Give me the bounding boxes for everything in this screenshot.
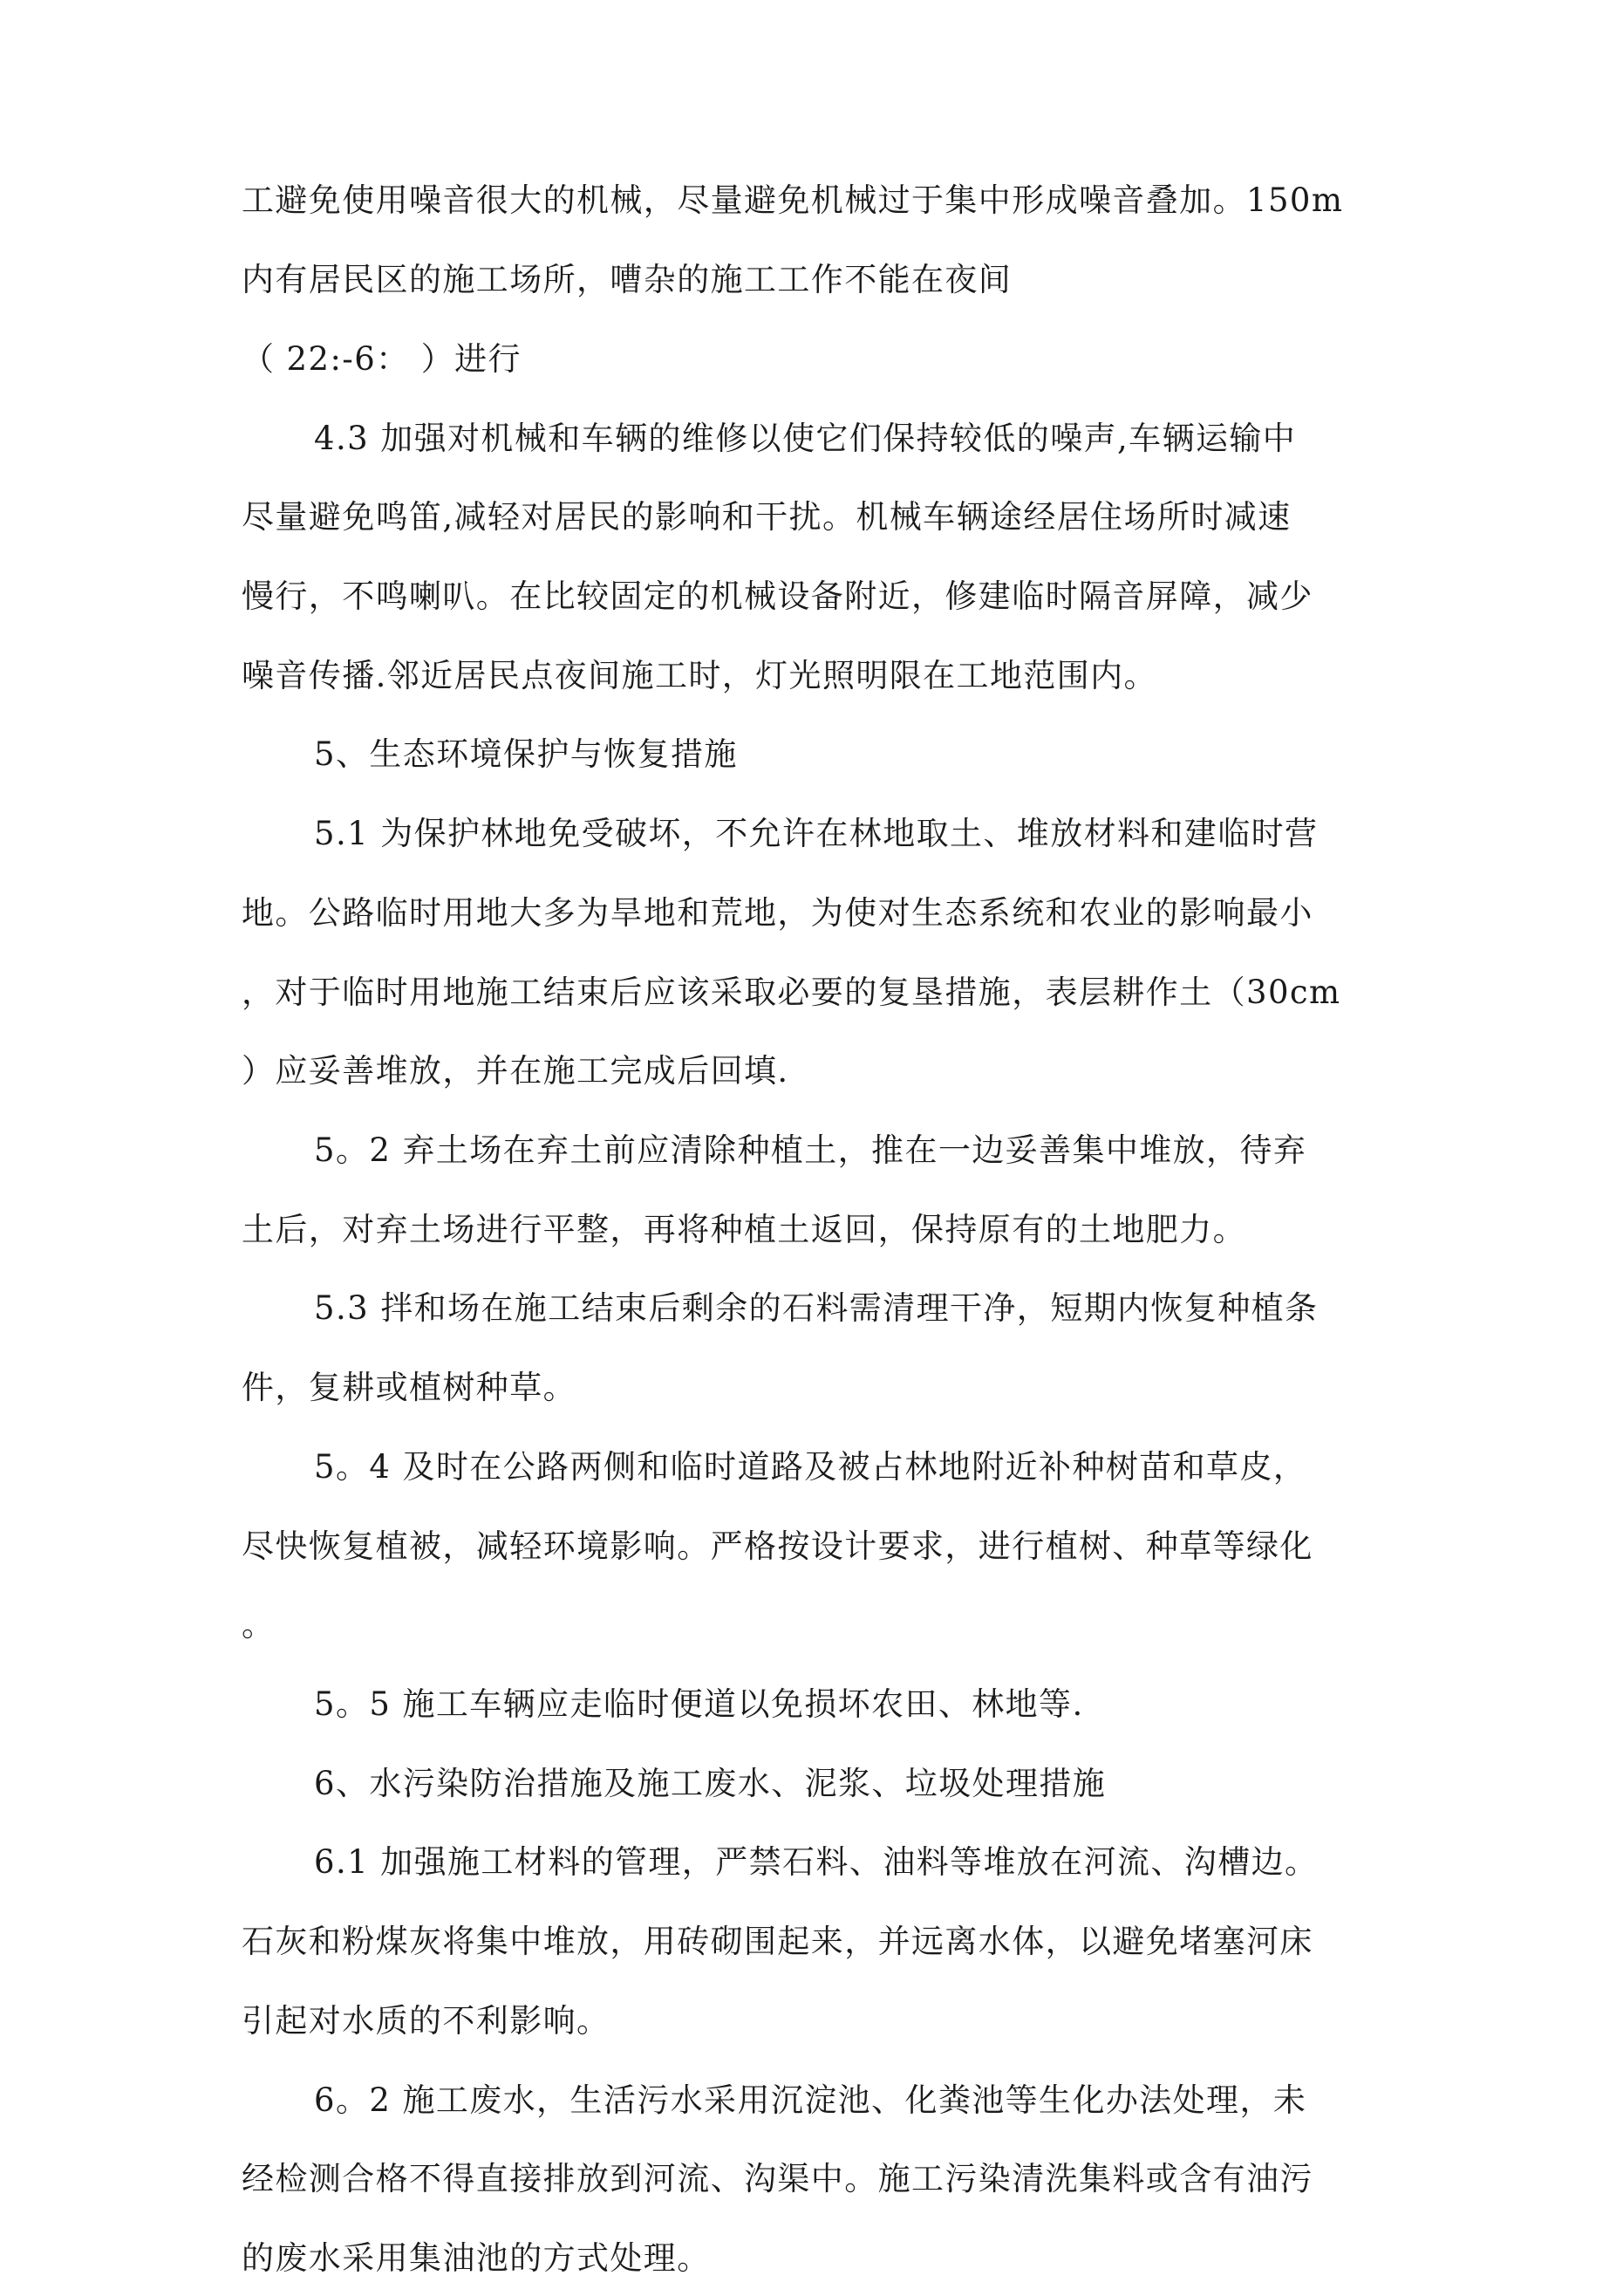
section-heading: 6、水污染防治措施及施工废水、泥浆、垃圾处理措施 bbox=[314, 1765, 1107, 1802]
text-line: 噪音传播.邻近居民点夜间施工时，灯光照明限在工地范围内。 bbox=[242, 657, 1157, 694]
text-line: 。 bbox=[242, 1606, 276, 1643]
text-line: 5。2 弃土场在弃土前应清除种植土，推在一边妥善集中堆放，待弃 bbox=[314, 1131, 1307, 1169]
text-line: 5.3 拌和场在施工结束后剩余的石料需清理干净，短期内恢复种植条 bbox=[314, 1289, 1319, 1327]
text-line: 石灰和粉煤灰将集中堆放，用砖砌围起来，并远离水体，以避免堵塞河床 bbox=[242, 1923, 1313, 1960]
text-line: 尽快恢复植被，减轻环境影响。严格按设计要求，进行植树、种草等绿化 bbox=[242, 1527, 1313, 1565]
text-line: 工避免使用噪音很大的机械，尽量避免机械过于集中形成噪音叠加。150m bbox=[242, 181, 1344, 219]
text-line: （ 22:-6： ）进行 bbox=[242, 340, 522, 378]
section-heading: 5、生态环境保护与恢复措施 bbox=[314, 735, 738, 773]
text-line: ）应妥善堆放，并在施工完成后回填. bbox=[242, 1052, 789, 1090]
text-line: 的废水采用集油池的方式处理。 bbox=[242, 2239, 711, 2277]
text-line: 5。4 及时在公路两侧和临时道路及被占林地附近补种树苗和草皮， bbox=[314, 1448, 1307, 1486]
text-line: 地。公路临时用地大多为旱地和荒地，为使对生态系统和农业的影响最小 bbox=[242, 894, 1313, 932]
text-line: 5。5 施工车辆应走临时便道以免损坏农田、林地等. bbox=[314, 1685, 1084, 1723]
text-line: 经检测合格不得直接排放到河流、沟渠中。施工污染清洗集料或含有油污 bbox=[242, 2160, 1313, 2197]
text-line: 引起对水质的不利影响。 bbox=[242, 2002, 610, 2040]
text-line: 5.1 为保护林地免受破坏，不允许在林地取土、堆放材料和建临时营 bbox=[314, 815, 1319, 852]
text-line: 件，复耕或植树种草。 bbox=[242, 1369, 576, 1406]
text-line: 慢行，不鸣喇叭。在比较固定的机械设备附近，修建临时隔音屏障，减少 bbox=[242, 577, 1313, 615]
text-line: 土后，对弃土场进行平整，再将种植土返回，保持原有的土地肥力。 bbox=[242, 1211, 1246, 1248]
text-line: 4.3 加强对机械和车辆的维修以使它们保持较低的噪声,车辆运输中 bbox=[314, 420, 1297, 457]
text-line: 内有居民区的施工场所，嘈杂的施工工作不能在夜间 bbox=[242, 261, 1013, 298]
text-line: 6.1 加强施工材料的管理，严禁石料、油料等堆放在河流、沟槽边。 bbox=[314, 1843, 1319, 1881]
text-line: 尽量避免鸣笛,减轻对居民的影响和干扰。机械车辆途经居住场所时减速 bbox=[242, 498, 1292, 536]
text-line: 6。2 施工废水，生活污水采用沉淀池、化粪池等生化办法处理，未 bbox=[314, 2081, 1307, 2119]
text-line: ，对于临时用地施工结束后应该采取必要的复垦措施，表层耕作土（30cm bbox=[242, 974, 1341, 1011]
